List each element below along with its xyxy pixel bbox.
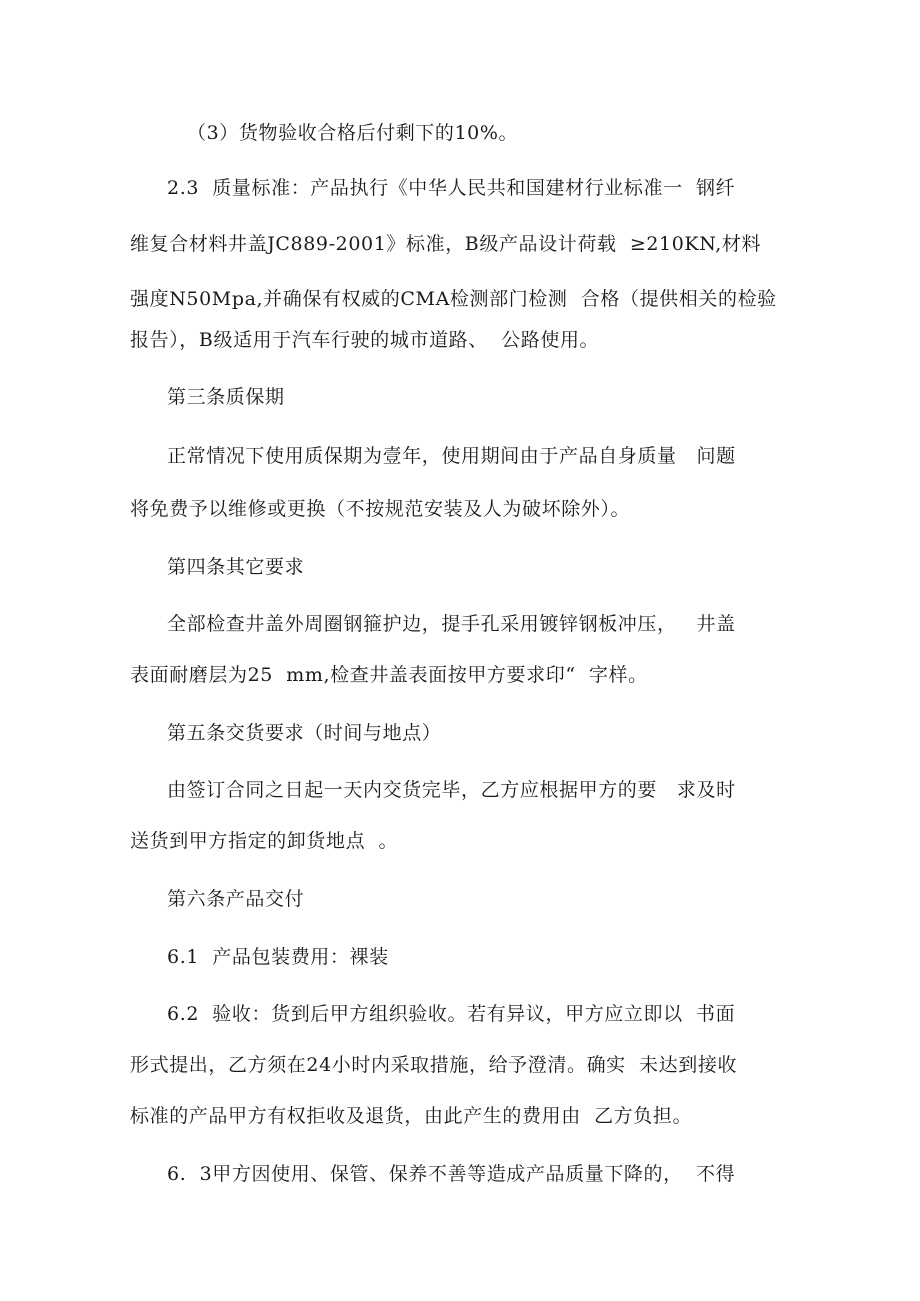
warranty-line-2: 将免费予以维修或更换（不按规范安装及人为破坏除外）。 [130,498,631,520]
warranty-line-1: 正常情况下使用质保期为壹年，使用期间由于产品自身质量 问题 [167,445,736,467]
other-req-line-1: 全部检查井盖外周圈钢箍护边，提手孔采用镀锌钢板冲压， 井盖 [167,613,736,635]
payment-clause-3: （3）货物验收合格后付剩下的10%。 [187,122,519,144]
section-3-heading: 第三条质保期 [167,386,285,408]
clause-6-3-line-1: 6. 3甲方因使用、保管、保养不善等造成产品质量下降的， 不得 [167,1163,736,1185]
section-6-heading: 第六条产品交付 [167,888,305,910]
clause-6-1: 6.1 产品包装费用：裸装 [167,946,389,968]
quality-standard-line-3: 强度N50Mpa,并确保有权威的CMA检测部门检测 合格（提供相关的检验 [130,288,777,310]
section-4-heading: 第四条其它要求 [167,556,305,578]
clause-6-2-line-3: 标准的产品甲方有权拒收及退货，由此产生的费用由 乙方负担。 [130,1105,693,1127]
section-5-heading: 第五条交货要求（时间与地点） [167,722,442,744]
quality-standard-line-2: 维复合材料井盖JC889-2001》标准，B级产品设计荷载 ≥210KN,材料 [130,233,762,255]
clause-6-2-line-2: 形式提出，乙方须在24小时内采取措施，给予澄清。确实 未达到接收 [130,1054,738,1076]
delivery-line-1: 由签订合同之日起一天内交货完毕，乙方应根据甲方的要 求及时 [167,779,736,801]
quality-standard-line-1: 2.3 质量标准：产品执行《中华人民共和国建材行业标准一 钢纤 [167,177,736,199]
delivery-line-2: 送货到甲方指定的卸货地点 。 [130,830,399,852]
clause-6-2-line-1: 6.2 验收：货到后甲方组织验收。若有异议，甲方应立即以 书面 [167,1003,736,1025]
other-req-line-2: 表面耐磨层为25 mm,检查井盖表面按甲方要求印“ 字样。 [130,664,648,686]
quality-standard-line-4: 报告），B级适用于汽车行驶的城市道路、 公路使用。 [130,329,600,351]
